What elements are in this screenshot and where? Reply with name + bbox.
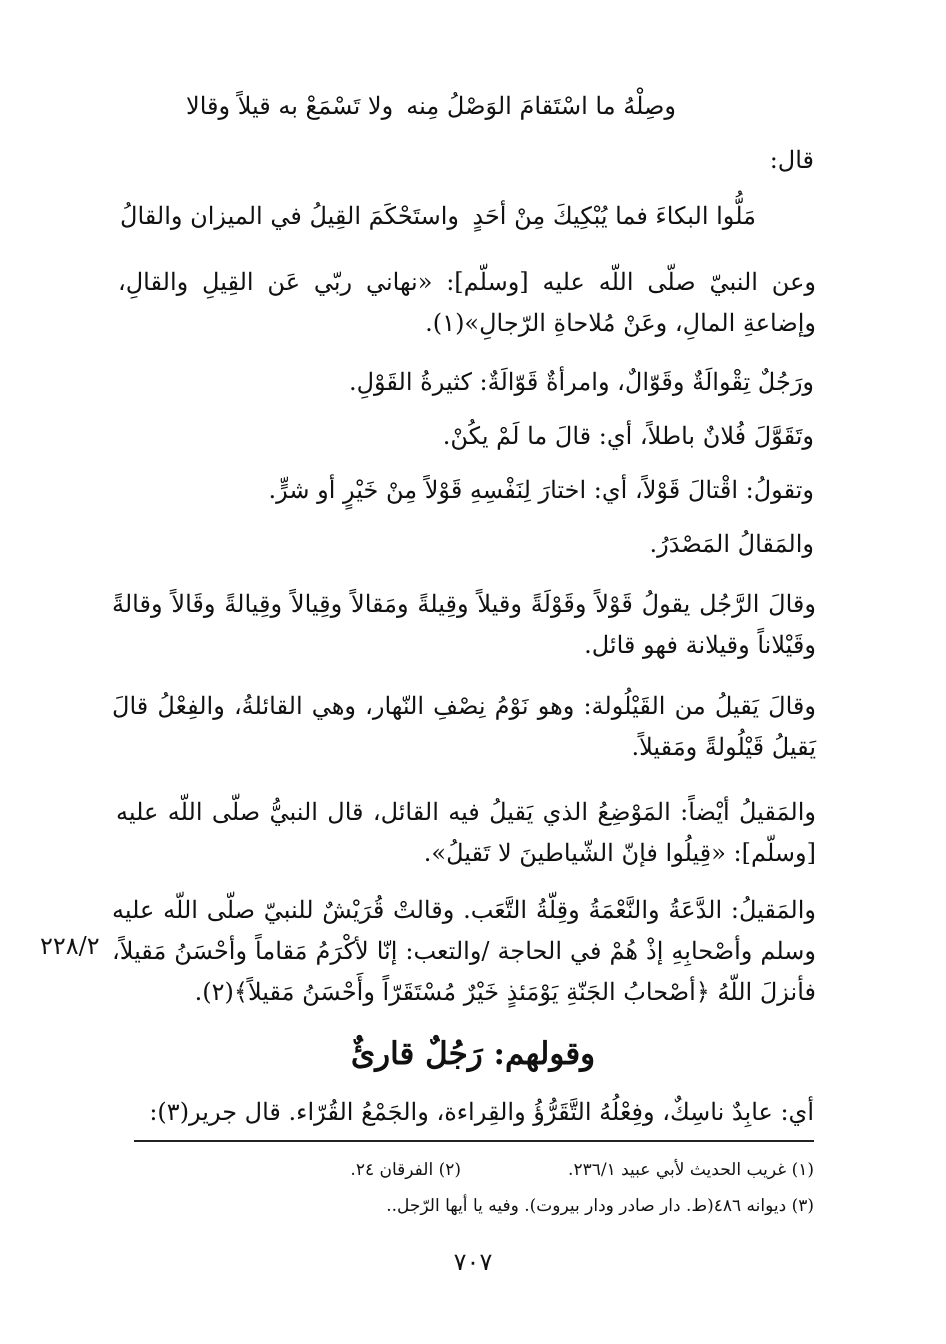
paragraph-hadith: وعن النبيّ صلّى اللّه عليه [وسلّم]: «نهاني ربّي عَن القِيلِ والقالِ، وإضاعةِ المالِ، وعَنْ مُلاحاةِ الرّجالِ»(١). xyxy=(118,268,816,337)
paragraph-maqal: والمَقالُ المَصْدَرُ. xyxy=(649,530,814,558)
paragraph-maqil-dia: والمَقيلُ: الدَّعَةُ والنَّعْمَةُ وقِلّةُ التَّعَب. وقالتْ قُرَيْشٌ للنبيّ صلّى اللّه عليه وسلم وأصْحابِهِ إذْ هُمْ في الحاجة /والتعب: إنّا لأكْرَمُ مَقاماً وأحْسَنُ مَقيلاً، فأنزلَ اللّهُ ﴿أصْحابُ الجَنّةِ يَوْمَئذٍ خَيْرٌ مُسْتَقَرّاً وأَحْسَنُ مَقيلاً﴾(٢). xyxy=(112,896,816,1006)
qal-label: قال: xyxy=(769,146,814,174)
paragraph-taqawwal: وتَقَوَّلَ فُلانٌ باطلاً، أي: قالَ ما لَمْ يكُنْ. xyxy=(442,422,814,450)
paragraph-maqil-mawdi: والمَقيلُ أيْضاً: المَوْضِعُ الذي يَقيلُ فيه القائل، قال النبيُّ صلّى اللّه عليه [وسلّم]: «قِيلُوا فإنّ الشّياطينَ لا تَقيلُ». xyxy=(116,798,816,867)
verse-top-left-hemistich: ولا تَسْمَعْ به قيلاً وقالا xyxy=(186,92,394,120)
paragraph-qari: أي: عابِدٌ ناسِكٌ، وفِعْلُهُ التَّقَرُّؤُ والقِراءة، والجَمْعُ القُرّاء. قال جرير(٣): xyxy=(149,1098,814,1126)
verse-top-right-hemistich: وصِلْهُ ما اسْتَقامَ الوَصْلُ مِنه xyxy=(406,92,676,120)
footnote-2: (٢) الفرقان ٢٤. xyxy=(350,1160,461,1180)
paragraph-qala-yaqulu: وقالَ الرَّجُل يقولُ قَوْلاً وقَوْلَةً وقيلاً وقِيلةً ومَقالاً وقِيالاً وقِيالةً وقَالاً وقالةً وقَيْلاناً وقيلانة فهو قائل. xyxy=(112,590,816,659)
margin-page-reference: ٢٢٨/٢ xyxy=(40,932,100,960)
paragraph-rajul: ورَجُلٌ تِقْوالَةٌ وقَوّالٌ، وامرأةٌ قَوّالَةٌ: كثيرةُ القَوْلِ. xyxy=(348,368,814,396)
verse-second-right-hemistich: مَلُّوا البكاءَ فما يُبْكِيكَ مِنْ أحَدٍ xyxy=(472,202,756,230)
page-number: ٧٠٧ xyxy=(453,1248,493,1276)
paragraph-iqtal: وتقولُ: اقْتالَ قَوْلاً، أي: اختارَ لِنَفْسِهِ قَوْلاً مِنْ خَيْرٍ أو شرٍّ. xyxy=(268,476,814,504)
section-heading: وقولهم: رَجُلٌ قارئٌ xyxy=(350,1036,596,1072)
footnote-3: (٣) ديوانه ٤٨٦(ط. دار صادر ودار بيروت). وفيه يا أيها الرّجل.. xyxy=(386,1196,814,1216)
verse-second-left-hemistich: واستَحْكَمَ القِيلُ في الميزان والقالُ xyxy=(120,202,459,230)
paragraph-qaylula: وقالَ يَقيلُ من القَيْلُولة: وهو نَوْمُ نِصْفِ النّهار، وهي القائلةُ، والفِعْلُ قالَ يَقيلُ قَيْلُولةً ومَقيلاً. xyxy=(112,692,816,761)
footnote-separator xyxy=(134,1140,814,1142)
footnote-1: (١) غريب الحديث لأبي عبيد ٢٣٦/١. xyxy=(568,1160,814,1180)
